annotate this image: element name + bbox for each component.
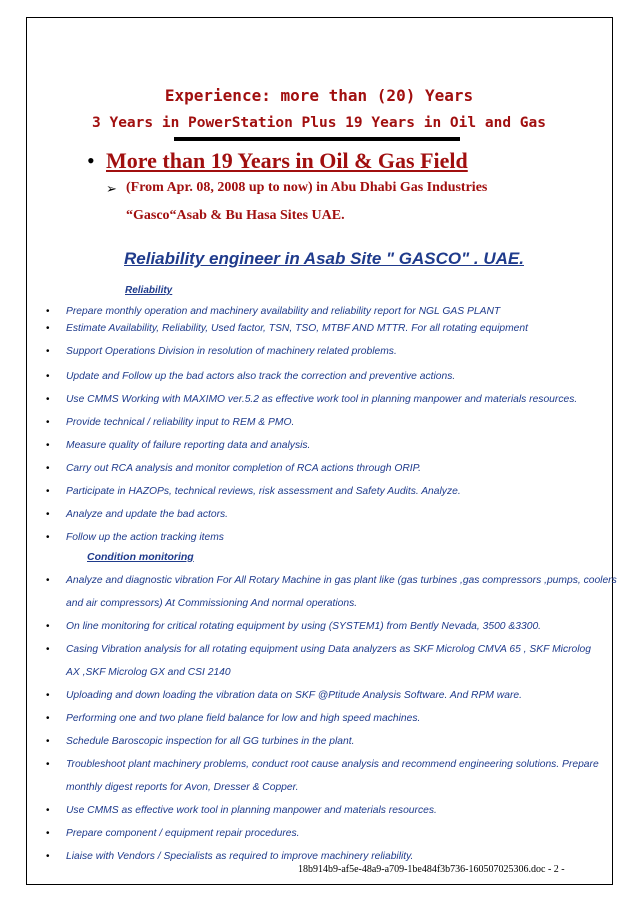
bullet-icon: • (46, 440, 50, 451)
bullet-icon: • (46, 417, 50, 428)
bullet-icon: • (46, 532, 50, 543)
bullet-icon: • (46, 690, 50, 701)
condition-monitoring-item: AX ,SKF Microlog GX and CSI 2140 (66, 667, 231, 678)
reliability-item: Prepare monthly operation and machinery availability and reliability report for NGL GAS PLANT (66, 306, 501, 317)
reliability-item: Analyze and update the bad actors. (66, 509, 229, 520)
bullet-icon: • (46, 713, 50, 724)
section-title: More than 19 Years in Oil & Gas Field (106, 148, 468, 173)
reliability-label: Reliability (125, 285, 173, 296)
condition-monitoring-item: Use CMMS as effective work tool in planning manpower and materials resources. (66, 805, 437, 816)
condition-monitoring-item: monthly digest reports for Avon, Dresser & Copper. (66, 782, 299, 793)
reliability-item: Measure quality of failure reporting data and analysis. (66, 440, 311, 451)
bullet-icon: • (46, 828, 50, 839)
bullet-icon: • (46, 306, 50, 317)
reliability-item: Use CMMS Working with MAXIMO ver.5.2 as effective work tool in planning manpower and materials resources. (66, 394, 578, 405)
condition-monitoring-item: Troubleshoot plant machinery problems, conduct root cause analysis and recommend engineering solutions. Prepare (66, 759, 599, 770)
reliability-item: Carry out RCA analysis and monitor completion of RCA actions through ORIP. (66, 463, 422, 474)
condition-monitoring-item: Analyze and diagnostic vibration For All Rotary Machine in gas plant like (gas turbines ,gas compressors ,pumps, coolers (66, 575, 617, 586)
reliability-item: Update and Follow up the bad actors also track the correction and preventive actions. (66, 371, 456, 382)
page-footer: 18b914b9-af5e-48a9-a709-1be484f3b736-160507025306.doc - 2 - (298, 864, 565, 875)
condition-monitoring-item: Schedule Baroscopic inspection for all GG turbines in the plant. (66, 736, 355, 747)
heading-divider (174, 137, 460, 141)
reliability-item: Estimate Availability, Reliability, Used factor, TSN, TSO, MTBF AND MTTR. For all rotating equipment (66, 323, 528, 334)
bullet-icon: • (46, 323, 50, 334)
bullet-icon: • (46, 644, 50, 655)
condition-monitoring-item: Uploading and down loading the vibration data on SKF @Ptitude Analysis Software. And RPM ware. (66, 690, 522, 701)
reliability-item: Participate in HAZOPs, technical reviews, risk assessment and Safety Audits. Analyze. (66, 486, 461, 497)
reliability-item: Follow up the action tracking items (66, 532, 224, 543)
bullet-icon: • (46, 575, 50, 586)
condition-monitoring-item: Liaise with Vendors / Specialists as required to improve machinery reliability. (66, 851, 414, 862)
employment-sites: “Gasco“Asab & Bu Hasa Sites UAE. (126, 208, 345, 223)
employment-period: (From Apr. 08, 2008 up to now) in Abu Dhabi Gas Industries (126, 180, 488, 195)
condition-monitoring-item: Performing one and two plane field balance for low and high speed machines. (66, 713, 421, 724)
bullet-icon: • (46, 509, 50, 520)
condition-monitoring-item: Casing Vibration analysis for all rotating equipment using Data analyzers as SKF Microlog CMVA 65 , SKF Microlog (66, 644, 592, 655)
bullet-icon: • (46, 346, 50, 357)
condition-monitoring-item: Prepare component / equipment repair procedures. (66, 828, 300, 839)
bullet-icon: • (46, 851, 50, 862)
bullet-icon: • (46, 463, 50, 474)
experience-subheading: 3 Years in PowerStation Plus 19 Years in Oil and Gas (92, 115, 546, 131)
arrow-bullet-icon: ➢ (106, 181, 117, 196)
bullet-icon: • (46, 486, 50, 497)
reliability-item: Support Operations Division in resolution of machinery related problems. (66, 346, 397, 357)
bullet-icon: • (46, 736, 50, 747)
condition-monitoring-item: On line monitoring for critical rotating equipment by using (SYSTEM1) from Bently Nevada, 3500 &3300. (66, 621, 542, 632)
condition-monitoring-label: Condition monitoring (87, 551, 194, 563)
bullet-icon: • (46, 805, 50, 816)
bullet-icon: • (46, 394, 50, 405)
bullet-icon: • (46, 621, 50, 632)
bullet-icon: • (87, 148, 95, 173)
condition-monitoring-item: and air compressors) At Commissioning And normal operations. (66, 598, 358, 609)
experience-heading: Experience: more than (20) Years (164, 86, 474, 105)
bullet-icon: • (46, 371, 50, 382)
bullet-icon: • (46, 759, 50, 770)
reliability-item: Provide technical / reliability input to REM & PMO. (66, 417, 295, 428)
job-role: Reliability engineer in Asab Site " GASCO" . UAE. (124, 249, 524, 268)
